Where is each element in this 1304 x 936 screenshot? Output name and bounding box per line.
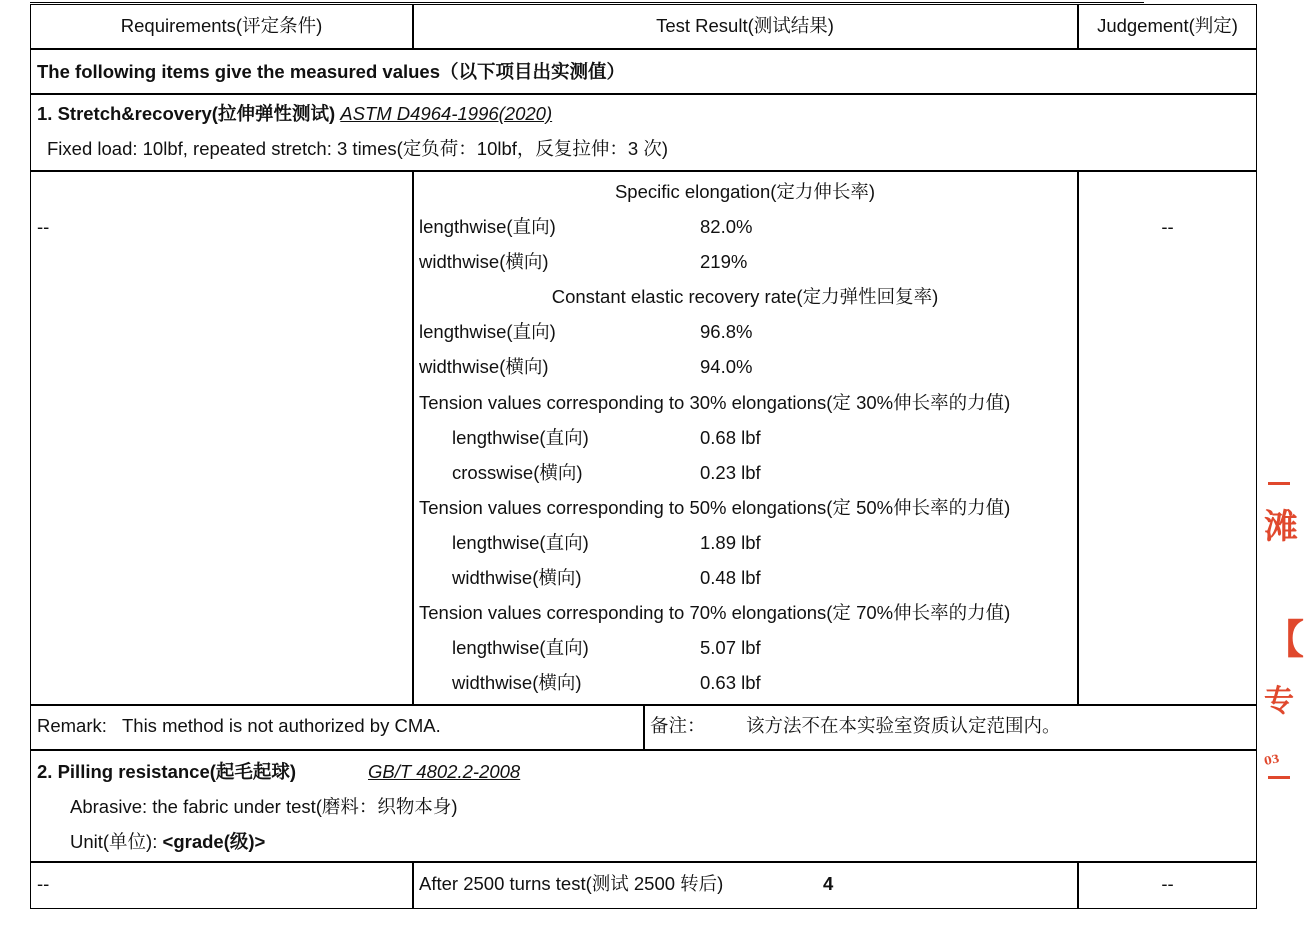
section1-standard: ASTM D4964-1996(2020) — [340, 103, 553, 124]
unit-prefix: Unit(单位): — [70, 831, 163, 852]
tension70-widthwise-label: widthwise(横向) — [452, 672, 582, 693]
section2-requirement: -- — [37, 873, 50, 894]
seal-number: 03 — [1262, 752, 1281, 768]
tension50-widthwise-value: 0.48 lbf — [700, 567, 761, 588]
section2-result-label: After 2500 turns test(测试 2500 转后) — [419, 873, 724, 894]
section2-result-value: 4 — [823, 873, 834, 894]
tension30-crosswise-value: 0.23 lbf — [700, 462, 761, 483]
seal-border — [1268, 776, 1290, 780]
recovery-heading: Constant elastic recovery rate(定力弹性回复率) — [551, 286, 939, 307]
section2-unit — [70, 831, 265, 853]
section2-standard: GB/T 4802.2-2008 — [368, 761, 521, 782]
recovery-lengthwise-label: lengthwise(直向) — [419, 321, 556, 342]
tension70-widthwise-value: 0.63 lbf — [700, 672, 761, 693]
tension30-lengthwise-label: lengthwise(直向) — [452, 427, 589, 448]
section1-subtitle: Fixed load: 10lbf, repeated stretch: 3 times(定负荷：10lbf，反复拉伸：3 次) — [47, 138, 668, 159]
specific-lengthwise-value: 82.0% — [700, 216, 753, 237]
specific-widthwise-value: 219% — [700, 251, 748, 272]
tension50-widthwise-label: widthwise(横向) — [452, 567, 582, 588]
section1-judgement: -- — [1161, 216, 1174, 237]
tension70-lengthwise-label: lengthwise(直向) — [452, 637, 589, 658]
section2-abrasive: Abrasive: the fabric under test(磨料：织物本身) — [70, 796, 458, 817]
remark-chinese-label: 备注： — [650, 715, 706, 736]
tension50-lengthwise-value: 1.89 lbf — [700, 532, 761, 553]
seal-char: 滩 — [1264, 507, 1298, 547]
section1-requirement: -- — [37, 216, 50, 237]
col-divider — [643, 704, 645, 750]
row-divider — [30, 93, 1257, 95]
intro-text: The following items give the measured values（以下项目出实测值） — [37, 61, 625, 82]
row-divider — [30, 48, 1257, 50]
remark-english: Remark: This method is not authorized by CMA. — [37, 715, 441, 736]
row-divider — [30, 170, 1257, 172]
recovery-lengthwise-value: 96.8% — [700, 321, 753, 342]
header-test-result: Test Result(测试结果) — [656, 15, 834, 36]
row-divider — [30, 861, 1257, 863]
section1-heading — [37, 103, 552, 125]
tension70-lengthwise-value: 5.07 lbf — [700, 637, 761, 658]
remark-chinese-text: 该方法不在本实验室资质认定范围内。 — [746, 715, 1061, 736]
specific-elongation-heading: Specific elongation(定力伸长率) — [614, 181, 876, 202]
tension50-heading: Tension values corresponding to 50% elongations(定 50%伸长率的力值) — [419, 497, 1011, 518]
specific-widthwise-label: widthwise(横向) — [419, 251, 549, 272]
header-requirements: Requirements(评定条件) — [120, 15, 323, 36]
top-rule — [30, 2, 1144, 3]
tension70-heading: Tension values corresponding to 70% elongations(定 70%伸长率的力值) — [419, 602, 1011, 623]
tension30-heading: Tension values corresponding to 30% elongations(定 30%伸长率的力值) — [419, 392, 1011, 413]
col-divider — [1077, 170, 1079, 705]
unit-value: <grade(级)> — [162, 831, 266, 852]
section1-title: 1. Stretch&recovery(拉伸弹性测试) — [37, 103, 336, 124]
recovery-widthwise-label: widthwise(横向) — [419, 356, 549, 377]
col-divider — [412, 861, 414, 909]
header-judgement: Judgement(判定) — [1097, 15, 1238, 36]
col-divider — [412, 170, 414, 705]
section2-title: 2. Pilling resistance(起毛起球) — [37, 761, 297, 782]
seal-border — [1268, 482, 1290, 486]
section2-judgement: -- — [1161, 873, 1174, 894]
tension30-crosswise-label: crosswise(横向) — [452, 462, 583, 483]
seal-char: 专 — [1264, 684, 1294, 719]
tension30-lengthwise-value: 0.68 lbf — [700, 427, 761, 448]
recovery-widthwise-value: 94.0% — [700, 356, 753, 377]
specific-lengthwise-label: lengthwise(直向) — [419, 216, 556, 237]
tension50-lengthwise-label: lengthwise(直向) — [452, 532, 589, 553]
seal-char: 【 — [1264, 616, 1304, 663]
